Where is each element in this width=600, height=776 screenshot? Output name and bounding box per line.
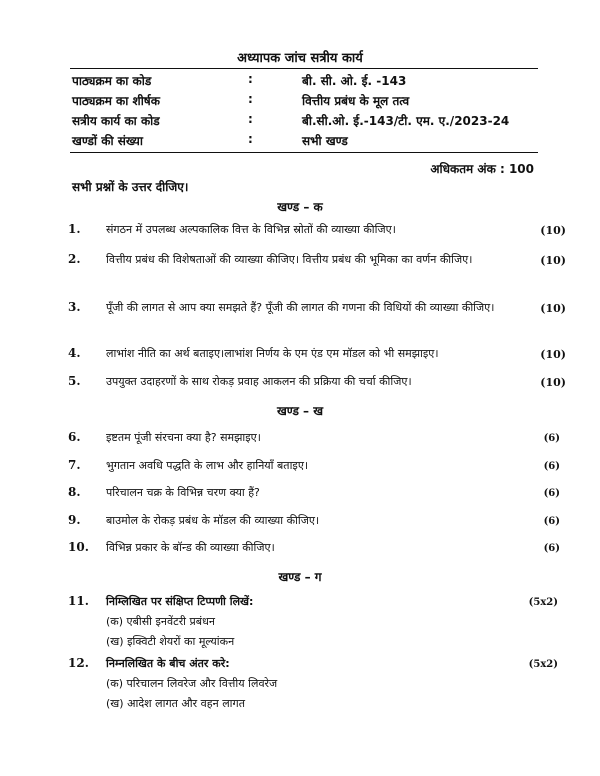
question-number: 2. <box>68 252 81 266</box>
page-title: अध्यापक जांच सत्रीय कार्य <box>237 51 363 66</box>
question-marks: (6) <box>543 461 560 472</box>
question-text: विभिन्न प्रकार के बॉन्ड की व्याख्या कीजिए। <box>106 541 275 554</box>
blocks-row <box>70 132 538 150</box>
question-number: 7. <box>68 458 81 472</box>
question-text: बाउमोल के रोकड़ प्रबंध के मॉडल की व्याख्या कीजिए। <box>106 514 320 527</box>
question-marks: (5x2) <box>528 597 558 608</box>
question-text: संगठन में उपलब्ध अल्पकालिक वित्त के विभिन्न स्रोतों की व्याख्या कीजिए। <box>106 223 396 236</box>
question-marks: (5x2) <box>528 659 558 670</box>
question-marks: (6) <box>543 488 560 499</box>
colon: : <box>248 112 253 126</box>
question-number: 9. <box>68 513 81 527</box>
assignment-code-label: सत्रीय कार्य का कोड <box>72 114 160 128</box>
question-text: पूँजी की लागत से आप क्या समझते हैं? पूँजी की लागत की गणना की विधियों की व्याख्या कीजिए। <box>106 301 495 314</box>
section-b-title: खण्ड – ख <box>276 404 324 418</box>
bottom-rule <box>70 152 538 153</box>
colon: : <box>248 92 253 106</box>
course-code-row <box>70 72 538 90</box>
sub-question: (क) एबीसी इनवेंटरी प्रबंधन <box>106 615 215 628</box>
blocks-label: खण्डों की संख्या <box>72 134 143 148</box>
top-rule <box>70 68 538 69</box>
question-text: परिचालन चक्र के विभिन्न चरण क्या हैं? <box>106 486 260 499</box>
course-title-row <box>70 92 538 110</box>
question-number: 5. <box>68 374 81 388</box>
sub-question: (क) परिचालन लिवरेज और वित्तीय लिवरेज <box>106 677 278 690</box>
assignment-code-value: बी.सी.ओ. ई.-143/टी. एम. ए./2023-24 <box>302 114 510 128</box>
question-text: वित्तीय प्रबंध की विशेषताओं की व्याख्या कीजिए। वित्तीय प्रबंध की भूमिका का वर्णन कीजिए। <box>106 253 473 266</box>
max-marks: अधिकतम अंक : 100 <box>430 162 534 176</box>
instruction: सभी प्रश्नों के उत्तर दीजिए। <box>72 180 189 194</box>
course-title-value: वित्तीय प्रबंध के मूल तत्व <box>302 94 410 108</box>
question-number: 3. <box>68 300 81 314</box>
question-marks: (10) <box>540 376 566 389</box>
colon: : <box>248 72 253 86</box>
course-title-label: पाठ्यक्रम का शीर्षक <box>72 94 160 108</box>
sub-question: (ख) इक्विटी शेयरों का मूल्यांकन <box>106 635 235 648</box>
course-code-label: पाठ्यक्रम का कोड <box>72 74 152 88</box>
question-marks: (10) <box>540 302 566 315</box>
question-number: 4. <box>68 346 81 360</box>
blocks-value: सभी खण्ड <box>302 134 348 148</box>
course-code-value: बी. सी. ओ. ई. -143 <box>302 74 407 88</box>
question-marks: (10) <box>540 254 566 267</box>
section-a-title: खण्ड – क <box>277 200 323 214</box>
question-number: 8. <box>68 485 81 499</box>
question-text: लाभांश नीति का अर्थ बताइए।लाभांश निर्णय के एम एंड एम मॉडल को भी समझाइए। <box>106 347 439 360</box>
question-number: 1. <box>68 222 81 236</box>
question-text: भुगतान अवधि पद्धति के लाभ और हानियाँ बताइए। <box>106 459 309 472</box>
sub-question: (ख) आदेश लागत और वहन लागत <box>106 697 245 710</box>
question-text: निम्नलिखित के बीच अंतर करे: <box>106 657 230 670</box>
question-number: 11. <box>68 594 89 608</box>
question-text: इष्टतम पूंजी संरचना क्या है? समझाइए। <box>106 431 261 444</box>
question-number: 6. <box>68 430 81 444</box>
question-text: उपयुक्त उदाहरणों के साथ रोकड़ प्रवाह आकलन की प्रक्रिया की चर्चा कीजिए। <box>106 375 412 388</box>
question-marks: (6) <box>543 433 560 444</box>
question-marks: (6) <box>543 516 560 527</box>
section-c-title: खण्ड – ग <box>278 570 322 584</box>
question-number: 10. <box>68 540 89 554</box>
assignment-code-row <box>70 112 538 130</box>
colon: : <box>248 132 253 146</box>
question-text: निम्लिखित पर संक्षिप्त टिप्पणी लिखें: <box>106 595 254 608</box>
question-marks: (10) <box>540 348 566 361</box>
question-marks: (6) <box>543 543 560 554</box>
question-marks: (10) <box>540 224 566 237</box>
question-number: 12. <box>68 656 89 670</box>
